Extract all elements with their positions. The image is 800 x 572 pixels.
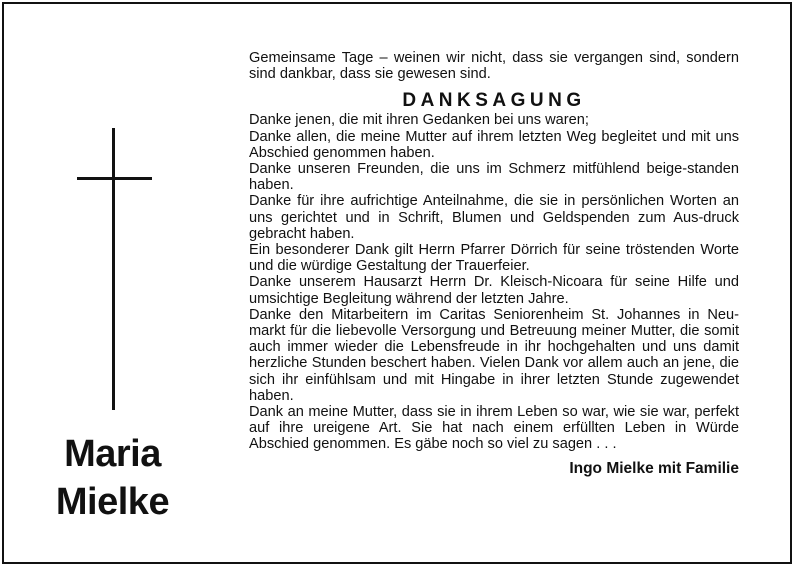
notice-text bbox=[249, 50, 739, 477]
paragraph-3: Danke unseren Freunden, die uns im Schmerz mitfühlend beige-standen haben. bbox=[249, 161, 739, 194]
paragraph-1: Danke jenen, die mit ihren Gedanken bei uns waren; bbox=[249, 112, 589, 129]
paragraph-6: Danke unserem Hausarzt Herrn Dr. Kleisch-Nicoara für seine Hilfe und umsichtige Begleitung während der letzten Jahre. bbox=[249, 274, 739, 307]
deceased-first-name: Maria bbox=[64, 433, 161, 475]
deceased-last-name: Mielke bbox=[55, 481, 170, 523]
paragraph-7: Danke den Mitarbeitern im Caritas Seniorenheim St. Johannes in Neu-markt für die liebevolle Versorgung und Betreuung meiner Mutter, die somit auch immer wieder die Lebensfreude in ihr hochgehalten und uns damit herzliche Stunden beschert haben. Vielen Dank vor allem auch an jene, die sich ihr einfühlsam und mit Hingabe in ihrer letzten Stunde zugewendet haben. bbox=[249, 306, 739, 404]
paragraph-5: Ein besonderer Dank gilt Herrn Pfarrer Dörrich für seine tröstenden Worte und die würdige Gestaltung der Trauerfeier. bbox=[249, 242, 739, 275]
motto: Gemeinsame Tage – weinen wir nicht, dass sie vergangen sind, sondern sind dankbar, dass sie gewesen sind. bbox=[249, 50, 739, 83]
paragraph-2: Danke allen, die meine Mutter auf ihrem letzten Weg begleitet und mit uns Abschied genommen haben. bbox=[249, 128, 739, 161]
signature: Ingo Mielke mit Familie bbox=[569, 459, 739, 477]
paragraph-4: Danke für ihre aufrichtige Anteilnahme, die sie in persönlichen Worten an uns gerichtet und in Schrift, Blumen und Geldspenden zum Aus-druck gebracht haben. bbox=[249, 193, 739, 242]
paragraph-8: Dank an meine Mutter, dass sie in ihrem Leben so war, wie sie war, perfekt auf ihre ureigene Art. Sie hat nach einem erfüllten Leben in Würde Abschied genommen. Es gäbe noch so viel zu sagen . . . bbox=[249, 404, 739, 453]
cross-vertical-bar bbox=[112, 128, 115, 410]
heading: DANKSAGUNG bbox=[402, 90, 586, 112]
cross-horizontal-bar bbox=[77, 177, 152, 180]
